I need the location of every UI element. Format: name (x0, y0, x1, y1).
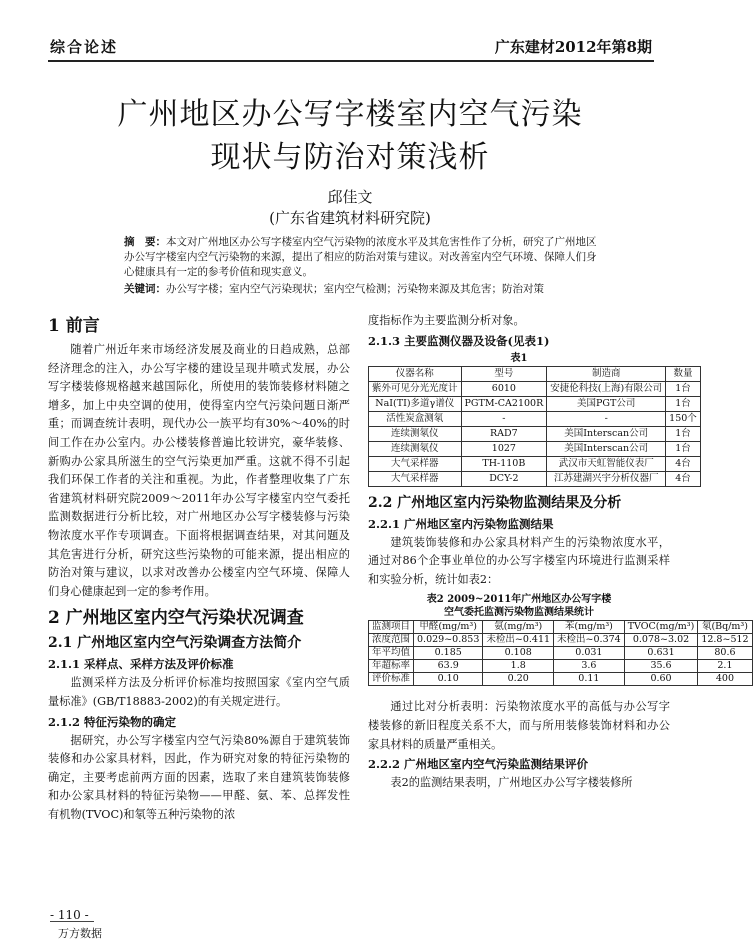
footer-rule (50, 921, 94, 922)
table-1-cell: 6010 (461, 381, 547, 396)
table-1-cell: 连续测氡仪 (369, 426, 462, 441)
table-2 (368, 620, 753, 686)
table-1-cell: 150个 (666, 411, 701, 426)
table-1-cell: 活性炭盒测氡 (369, 411, 462, 426)
table-1-cell: 江苏建湖兴宇分析仪器厂 (547, 471, 666, 486)
table-1-cell: 1台 (666, 426, 701, 441)
table-1-caption: 表1 (510, 352, 528, 364)
table-1-cell: - (461, 411, 547, 426)
table-2-cell: 1.8 (483, 660, 554, 673)
table-2-header-cell: 甲醛(mg/m³) (414, 621, 483, 634)
table-2-cell: 0.185 (414, 647, 483, 660)
section-2-2-1-paragraph: 建筑装饰装修和办公家具材料产生的污染物浓度水平，通过对86个企事业单位的办公写字楼室内环境进行监测采样和实验分析，统计如表2： (368, 535, 670, 586)
table-2-caption-line-2: 空气委托监测污染物监测结果统计 (444, 607, 594, 619)
table-1-cell: 连续测氡仪 (369, 441, 462, 456)
table-2-cell: 年超标率 (369, 660, 414, 673)
table-2-row (369, 634, 753, 647)
table-1-row (369, 411, 701, 426)
analysis-paragraph: 通过比对分析表明：污染物浓度水平的高低与办公写字楼装修的新旧程度关系不大，而与所用装修装饰材料和办公家具材料的质量严重相关。 (368, 700, 670, 751)
page-number: - 110 - (50, 908, 89, 922)
header-rule (48, 60, 654, 62)
table-2-header-cell: 苯(mg/m³) (554, 621, 625, 634)
table-1-cell: 1台 (666, 441, 701, 456)
section-1-paragraph: 随着广州近年来市场经济发展及商业的日趋成熟，总部经济理念的注入，办公写字楼的建设呈现井喷式发展，办公写字楼装修规格越来越国际化，所使用的装饰装修材料随之增多，加上中央空调的使用，使得室内空气污染问题日渐严重；而调查统计表明，现代办公一族平均有30%～40%的时间工作在办公室内。办公楼装修普遍比较讲究，豪华装修、新购办公家具所滋生的空气污染更加严重。这就不得不引起我们环保工作者的关注和重视。为此，作者整理收集了广东省建筑材料研究院2009～2011年办公写字楼室内空气委托监测数据进行分析比较，对广州地区办公写字楼装修与污染物浓度水平作专项调查。下面将根据调查结果，对其问题及其危害进行分析，研究这些污染物的可能来源，提出相应的防治对策与建议，以求对改善办公楼室内空气环境、保障人们身心健康起到一定的参考作用。 (48, 343, 350, 598)
keywords (124, 282, 602, 297)
table-1-cell: 紫外可见分光光度计 (369, 381, 462, 396)
table-2-cell: 0.631 (624, 647, 698, 660)
section-2-1-1-heading: 2.1.1 采样点、采样方法及评价标准 (48, 657, 234, 672)
table-2-cell: 0.108 (483, 647, 554, 660)
section-2-1-1-paragraph: 监测采样方法及分析评价标准均按照国家《室内空气质量标准》(GB/T18883-2002)的有关规定进行。 (48, 676, 350, 708)
author: 邱佳文 (327, 188, 373, 206)
abstract-label: 摘 要： (124, 236, 166, 248)
table-2-cell: 0.20 (483, 673, 554, 686)
table-1-header-cell: 制造商 (547, 366, 666, 381)
left-column (48, 312, 350, 824)
source-watermark: 万方数据 (58, 927, 102, 940)
table-1-cell: 1台 (666, 381, 701, 396)
table-2-cell: 未检出~0.374 (554, 634, 625, 647)
keywords-text: 办公写字楼；室内空气污染现状；室内空气检测；污染物来源及其危害；防治对策 (166, 283, 544, 295)
table-2-cell: 0.029~0.853 (414, 634, 483, 647)
table-2-cell: 年平均值 (369, 647, 414, 660)
table-2-header-cell: 监测项目 (369, 621, 414, 634)
table-1 (368, 366, 701, 487)
table-1-cell: 大气采样器 (369, 471, 462, 486)
table-2-header-cell: 氡(Bq/m³) (698, 621, 752, 634)
table-1-header-cell: 数量 (666, 366, 701, 381)
table-2-cell: 80.6 (698, 647, 752, 660)
journal-label: 广东建材2012年第8期 (494, 38, 652, 56)
section-1-heading: 1 前言 (48, 316, 100, 336)
section-2-1-3-heading: 2.1.3 主要监测仪器及设备(见表1) (368, 333, 550, 348)
table-2-cell: 63.9 (414, 660, 483, 673)
table-1-cell: NaI(TI)多道γ谱仪 (369, 396, 462, 411)
table-1-cell: RAD7 (461, 426, 547, 441)
table-1-row (369, 456, 701, 471)
affiliation: (广东省建筑材料研究院) (269, 209, 431, 227)
table-1-cell: 美国Interscan公司 (547, 441, 666, 456)
table-1-cell: PGTM-CA2100R (461, 396, 547, 411)
table-2-caption-line-1: 表2 2009~2011年广州地区办公写字楼 (426, 594, 612, 606)
table-2-cell: 3.6 (554, 660, 625, 673)
table-1-cell: 美国PGT公司 (547, 396, 666, 411)
title-line-1: 广州地区办公写字楼室内空气污染 (117, 97, 583, 132)
section-2-2-2-heading: 2.2.2 广州地区室内空气污染监测结果评价 (368, 757, 589, 772)
table-1-cell: 安捷伦科技(上海)有限公司 (547, 381, 666, 396)
table-1-row (369, 471, 701, 486)
continued-paragraph: 度指标作为主要监测分析对象。 (368, 314, 525, 327)
table-1-row (369, 441, 701, 456)
table-1-cell: 1台 (666, 396, 701, 411)
section-2-heading: 2 广州地区室内空气污染状况调查 (48, 608, 304, 629)
table-2-row (369, 673, 753, 686)
table-2-cell: 0.10 (414, 673, 483, 686)
abstract (124, 235, 602, 280)
table-2-cell: 评价标准 (369, 673, 414, 686)
table-2-cell: 0.078~3.02 (624, 634, 698, 647)
table-1-cell: 武汉市天虹智能仪表厂 (547, 456, 666, 471)
table-2-cell: 浓度范围 (369, 634, 414, 647)
table-1-cell: 1027 (461, 441, 547, 456)
table-2-cell: 400 (698, 673, 752, 686)
table-2-cell: 未检出~0.411 (483, 634, 554, 647)
table-2-cell: 0.031 (554, 647, 625, 660)
table-2-cell: 0.11 (554, 673, 625, 686)
table-1-cell: 4台 (666, 456, 701, 471)
section-2-2-2-paragraph: 表2的监测结果表明，广州地区办公写字楼装修所 (390, 776, 633, 790)
table-1-cell: 大气采样器 (369, 456, 462, 471)
table-2-cell: 2.1 (698, 660, 752, 673)
table-2-cell: 35.6 (624, 660, 698, 673)
table-1-cell: TH-110B (461, 456, 547, 471)
right-column (368, 312, 749, 793)
table-1-cell: DCY-2 (461, 471, 547, 486)
section-2-2-heading: 2.2 广州地区室内污染物监测结果及分析 (368, 494, 622, 511)
table-1-cell: 美国Interscan公司 (547, 426, 666, 441)
title-line-2: 现状与防治对策浅析 (210, 140, 490, 175)
table-1-row (369, 381, 701, 396)
section-2-1-heading: 2.1 广州地区室内空气污染调查方法简介 (48, 635, 302, 652)
table-2-header-cell: 氨(mg/m³) (483, 621, 554, 634)
section-label: 综合论述 (50, 38, 119, 56)
section-2-1-2-paragraph: 据研究，办公写字楼室内空气污染80%源自于建筑装饰装修和办公家具材料，因此，作为研究对象的特征污染物的确定，主要考虑前两方面的因素，选取了来自建筑装饰装修和办公家具材料的特征污染物——甲醛、氨、苯、总挥发性有机物(TVOC)和氡等五种污染物的浓 (48, 733, 350, 821)
keywords-label: 关键词： (124, 283, 166, 295)
table-2-row (369, 660, 753, 673)
article-title (0, 93, 700, 179)
table-1-row (369, 396, 701, 411)
table-1-header-cell: 型号 (461, 366, 547, 381)
abstract-text: 本文对广州地区办公写字楼室内空气污染物的浓度水平及其危害性作了分析，研究了广州地区办公写字楼室内空气污染物的来源，提出了相应的防治对策与建议。对改善室内空气环境、保障人们身心健康具有一定的参考价值和现实意义。 (124, 236, 597, 278)
table-2-caption (368, 593, 670, 619)
table-1-cell: 4台 (666, 471, 701, 486)
table-2-cell: 12.8~512 (698, 634, 752, 647)
section-2-1-2-heading: 2.1.2 特征污染物的确定 (48, 714, 177, 729)
table-1-cell: - (547, 411, 666, 426)
table-2-header-cell: TVOC(mg/m³) (624, 621, 698, 634)
table-2-cell: 0.60 (624, 673, 698, 686)
table-1-row (369, 426, 701, 441)
table-1-header-cell: 仪器名称 (369, 366, 462, 381)
table-2-row (369, 647, 753, 660)
section-2-2-1-heading: 2.2.1 广州地区室内污染物监测结果 (368, 516, 554, 531)
